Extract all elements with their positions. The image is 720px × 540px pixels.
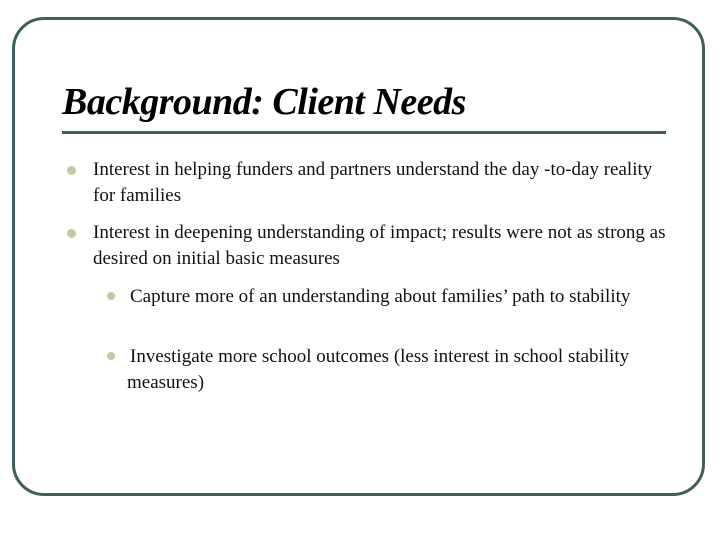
bullet-1-marker: [67, 166, 76, 175]
slide-title: Background: Client Needs: [62, 81, 466, 123]
bullet-1-text: Interest in helping funders and partners understand the day -to-day reality for families: [93, 159, 653, 206]
title-underline: [62, 131, 666, 134]
sub-bullet-2-text: Investigate more school outcomes (less interest in school stability measures): [127, 346, 630, 393]
sub-bullet-1-marker: [107, 292, 115, 300]
sub-bullet-2-marker: [107, 352, 115, 360]
bullet-2-text: Interest in deepening understanding of impact; results were not as strong as desired on initial basic measures: [93, 222, 666, 269]
bullet-2-marker: [67, 229, 76, 238]
sub-bullet-1-text: Capture more of an understanding about families’ path to stability: [130, 286, 631, 307]
